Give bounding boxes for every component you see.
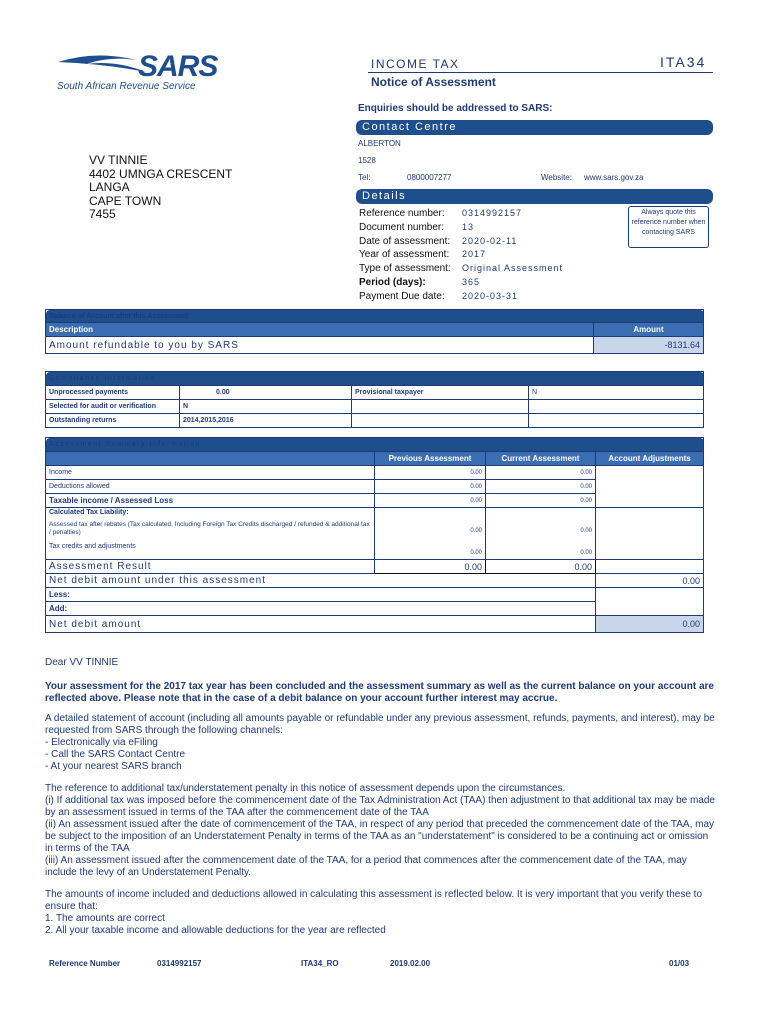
summary-adj-mid: [596, 508, 704, 560]
letter-channel-efiling: - Electronically via eFiling: [45, 737, 158, 748]
audit-value: N: [180, 400, 352, 414]
summary-deductions-prev: 0.00: [375, 480, 486, 494]
recipient-address: [89, 154, 232, 222]
summary-deductions-curr: 0.00: [486, 480, 596, 494]
summary-col-previous: Previous Assessment: [375, 452, 486, 466]
enquiries-text: Enquiries should be addressed to SARS:: [358, 103, 553, 114]
less-label: Less:: [46, 588, 596, 602]
header-rule: [368, 72, 713, 73]
summary-calc-label: Calculated Tax Liability:: [49, 509, 129, 516]
details-title: Details: [362, 190, 407, 202]
date-value: 2020-02-11: [462, 235, 518, 246]
net-under-label: Net debit amount under this assessment: [46, 574, 596, 588]
letter-channel-branch: - At your nearest SARS branch: [45, 761, 182, 772]
summary-calc-prev: [375, 508, 486, 560]
due-label: Payment Due date:: [359, 290, 445, 302]
address-line-2: LANGA: [89, 180, 130, 195]
audit-label: Selected for audit or verification: [46, 400, 180, 414]
net-debit-label: Net debit amount: [46, 616, 596, 633]
outstanding-value: 2014,2015,2016: [180, 414, 352, 428]
summary-income-curr: 0.00: [486, 466, 596, 480]
details-labels: [359, 207, 463, 304]
year-value: 2017: [462, 249, 487, 260]
letter-verify-1: 1. The amounts are correct: [45, 913, 165, 924]
website-link[interactable]: www.sars.gov.za: [584, 173, 644, 182]
provisional-value: N: [529, 386, 704, 400]
balance-title: Balance of Account after this Assessment: [46, 310, 704, 323]
compliance-title: Compliance Information: [46, 372, 704, 386]
date-label: Date of assessment:: [359, 235, 451, 247]
website-label: Website:: [541, 173, 572, 182]
summary-taxable-prev: 0.00: [375, 494, 486, 508]
doc-label: Document number:: [359, 221, 445, 233]
contact-centre-bar: [356, 120, 713, 135]
unprocessed-label: Unprocessed payments: [46, 386, 180, 400]
summary-result-prev: 0.00: [375, 560, 486, 574]
summary-col-blank: [46, 452, 375, 466]
summary-credits-prev: 0.00: [470, 550, 482, 556]
tel-value: 0800007277: [407, 173, 452, 182]
balance-col-amount: Amount: [594, 323, 704, 337]
summary-title: Assessment Summary Information: [46, 438, 704, 452]
form-code: ITA34: [660, 54, 707, 70]
details-bar: [356, 189, 713, 204]
summary-assessed-curr: 0.00: [580, 528, 592, 534]
sars-logo: [52, 50, 262, 95]
type-value: Original Assessment: [462, 263, 564, 274]
letter-verify-intro: The amounts of income included and deductions allowed in calculating this assessment is reflected below. It is very important that you verify these to ensure that:: [45, 889, 703, 912]
summary-taxable-label: Taxable income / Assessed Loss: [46, 494, 375, 508]
summary-assessed-label: Assessed tax after rebates (Tax calculated, Including Foreign Tax Credits discharged / refunded & additional tax / penalties): [49, 521, 370, 536]
summary-result-curr: 0.00: [486, 560, 596, 574]
footer-ref: 0314992157: [157, 959, 202, 968]
summary-income-label: Income: [46, 466, 375, 480]
recipient-name: VV TINNIE: [89, 153, 148, 167]
contact-centre-title: Contact Centre: [362, 121, 457, 133]
type-label: Type of assessment:: [359, 263, 451, 275]
year-label: Year of assessment:: [359, 249, 450, 261]
period-value: 365: [462, 276, 481, 287]
summary-deductions-label: Deductions allowed: [46, 480, 375, 494]
due-value: 2020-03-31: [462, 290, 519, 301]
letter-channel-contact: - Call the SARS Contact Centre: [45, 749, 186, 760]
details-values: [462, 207, 602, 304]
balance-row-amount: -8131.64: [594, 337, 704, 354]
summary-calc-block: [46, 508, 375, 560]
summary-income-prev: 0.00: [375, 466, 486, 480]
balance-row-description: Amount refundable to you by SARS: [46, 337, 594, 354]
summary-credits-label: Tax credits and adjustments: [49, 543, 136, 550]
summary-col-adjustments: Account Adjustments: [596, 452, 704, 466]
tel-label: Tel:: [358, 173, 371, 182]
letter-statement-intro: A detailed statement of account (including all amounts payable or refundable under any previous assessment, refunds, payments, and interest), may be requested from SARS through the following channels:: [45, 713, 715, 736]
ref-value: 0314992157: [462, 208, 523, 218]
letter-greeting: Dear VV TINNIE: [45, 657, 119, 668]
summary-credits-curr: 0.00: [580, 550, 592, 556]
quote-reference-note: Always quote this reference number when contacting SARS: [628, 206, 709, 248]
letter-penalty-iii: (iii) An assessment issued after the commencement date of the TAA, for a period that commences after the commencement date of the TAA, may include the levy of an Understatement Penalty.: [45, 855, 687, 878]
summary-result-label: Assessment Result: [46, 560, 375, 574]
letter-verify-2: 2. All your taxable income and allowable deductions for the year are reflected: [45, 925, 386, 936]
footer-version: 2019.02.00: [390, 959, 431, 968]
outstanding-label: Outstanding returns: [46, 414, 180, 428]
letter-penalty-i: (i) If additional tax was imposed before the commencement date of the Tax Administration Act (TAA) then adjustment to that additional tax may be made by an assessment issued in terms of the TAA after the commencement date of the TAA: [45, 795, 715, 818]
letter-penalty-ii: (ii) An assessment issued after the date of commencement of the TAA, in respect of any period that preceded the commencement date of the TAA, may be subject to the imposition of an Understatement Penalty in terms of the TAA as an "understatement" is considered to be a continuing act or omission in terms of the TAA: [45, 819, 715, 854]
address-postal-code: 7455: [89, 207, 116, 222]
period-label: Period (days):: [359, 276, 426, 288]
assessment-summary-table: [45, 437, 704, 633]
less-add-value: [596, 588, 704, 616]
address-line-1: 4402 UMNGA CRESCENT: [89, 166, 233, 181]
summary-col-current: Current Assessment: [486, 452, 596, 466]
summary-adj-result: [596, 560, 704, 574]
letter-penalty-intro: The reference to additional tax/understatement penalty in this notice of assessment depends upon the circumstances.: [45, 783, 566, 794]
balance-table: [45, 309, 704, 354]
letter-body: [45, 657, 717, 937]
tax-type: INCOME TAX: [371, 57, 460, 71]
address-line-3: CAPE TOWN: [89, 193, 162, 208]
summary-taxable-curr: 0.00: [486, 494, 596, 508]
unprocessed-value: 0.00: [180, 386, 352, 400]
summary-assessed-prev: 0.00: [470, 528, 482, 534]
outstanding-empty-1: [352, 414, 529, 428]
net-under-value: 0.00: [596, 574, 704, 588]
footer-ref-label: Reference Number: [49, 959, 121, 968]
outstanding-empty-2: [529, 414, 704, 428]
footer-page: 01/03: [669, 959, 690, 968]
summary-adj-top: [596, 466, 704, 508]
contact-code: 1528: [358, 156, 376, 165]
net-debit-value: 0.00: [596, 616, 704, 633]
audit-empty-2: [529, 400, 704, 414]
provisional-label: Provisional taxpayer: [352, 386, 529, 400]
sars-wordmark: SARS: [138, 50, 218, 83]
balance-col-description: Description: [46, 323, 594, 337]
audit-empty-1: [352, 400, 529, 414]
contact-branch: ALBERTON: [358, 139, 401, 148]
ref-label: Reference number:: [359, 208, 445, 219]
doc-value: 13: [462, 221, 475, 232]
sars-tagline: South African Revenue Service: [57, 81, 196, 92]
footer-form: ITA34_RO: [301, 959, 339, 968]
add-label: Add:: [46, 602, 596, 616]
compliance-table: [45, 371, 704, 428]
notice-title: Notice of Assessment: [371, 75, 496, 89]
summary-calc-curr: [486, 508, 596, 560]
letter-assessment-concluded: Your assessment for the 2017 tax year has been concluded and the assessment summary as well as the current balance on your account are reflected above. Please note that in the case of a debit balance on your account further interest may accrue.: [45, 681, 714, 704]
